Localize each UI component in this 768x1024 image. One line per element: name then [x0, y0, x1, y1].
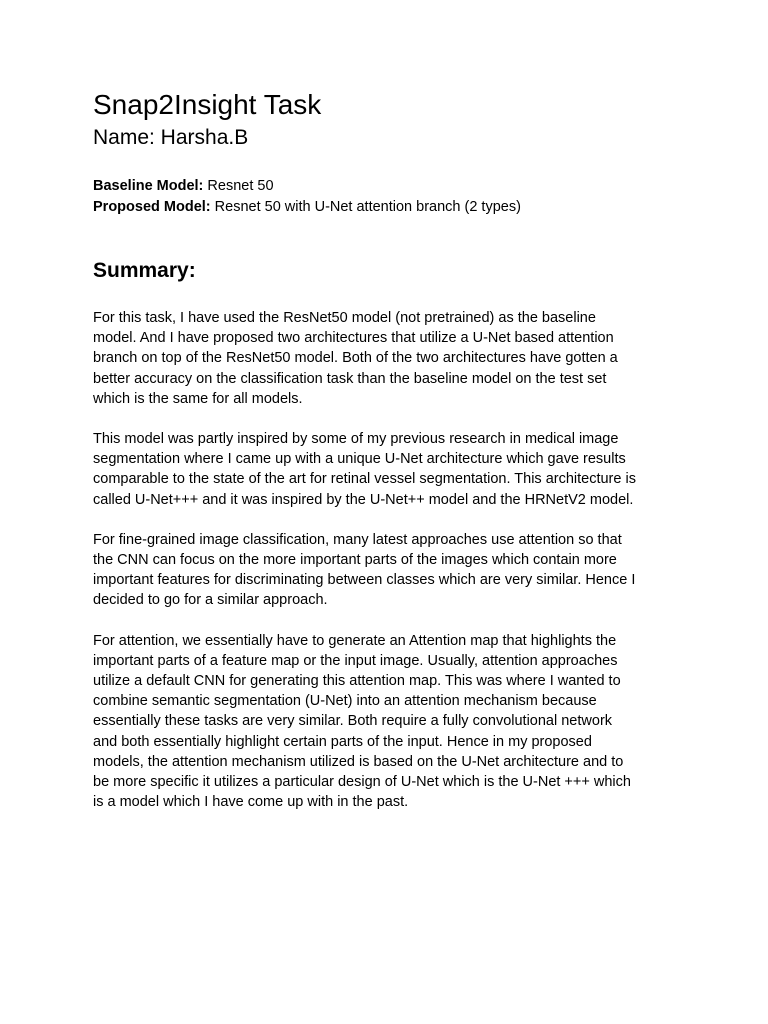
proposed-model-value: Resnet 50 with U-Net attention branch (2 types) [210, 199, 521, 215]
author-name: Name: Harsha.B [93, 126, 249, 149]
text-line: model. And I have proposed two architectures that utilize a U-Net based attention [93, 330, 614, 347]
summary-paragraph-4 [93, 631, 683, 813]
text-line: For attention, we essentially have to generate an Attention map that highlights the [93, 632, 617, 649]
text-line: is a model which I have come up with in the past. [93, 794, 409, 811]
text-line: combine semantic segmentation (U-Net) into an attention mechanism because [93, 693, 597, 710]
text-line: For fine-grained image classification, many latest approaches use attention so that [93, 531, 622, 548]
text-line: utilize a default CNN for generating this attention map. This was where I wanted to [93, 673, 621, 690]
text-line: segmentation where I came up with a unique U-Net architecture which gave results [93, 451, 626, 468]
text-line: For this task, I have used the ResNet50 model (not pretrained) as the baseline [93, 310, 596, 326]
document-page [93, 88, 683, 812]
model-info [93, 176, 683, 218]
summary-heading: Summary: [93, 259, 196, 282]
text-line: be more specific it utilizes a particular design of U-Net which is the U-Net +++ which [93, 774, 631, 791]
baseline-model-line [93, 176, 683, 197]
text-line: comparable to the state of the art for retinal vessel segmentation. This architecture is [93, 471, 636, 488]
text-line: which is the same for all models. [93, 390, 303, 407]
document-title: Snap2Insight Task [93, 89, 322, 120]
proposed-model-line [93, 197, 683, 218]
text-line: essentially these tasks are very similar. Both require a fully convolutional network [93, 713, 613, 730]
proposed-model-label: Proposed Model: [93, 199, 211, 215]
text-line: decided to go for a similar approach. [93, 592, 328, 609]
text-line: and both essentially highlight certain parts of the input. Hence in my proposed [93, 733, 592, 750]
summary-paragraph-3 [93, 530, 683, 611]
summary-paragraph-1 [93, 308, 683, 409]
text-line: the CNN can focus on the more important parts of the images which contain more [93, 552, 617, 569]
text-line: called U-Net+++ and it was inspired by the U-Net++ model and the HRNetV2 model. [93, 491, 634, 508]
text-line: models, the attention mechanism utilized is based on the U-Net architecture and to [93, 753, 624, 770]
text-line: important features for discriminating between classes which are very similar. Hence I [93, 572, 636, 589]
baseline-model-label: Baseline Model: [93, 178, 204, 194]
summary-paragraph-2 [93, 429, 683, 510]
text-line: This model was partly inspired by some of my previous research in medical image [93, 431, 619, 448]
baseline-model-value: Resnet 50 [203, 178, 274, 194]
text-line: important parts of a feature map or the input image. Usually, attention approaches [93, 652, 618, 669]
text-line: better accuracy on the classification task than the baseline model on the test set [93, 370, 607, 387]
text-line: branch on top of the ResNet50 model. Both of the two architectures have gotten a [93, 350, 618, 367]
